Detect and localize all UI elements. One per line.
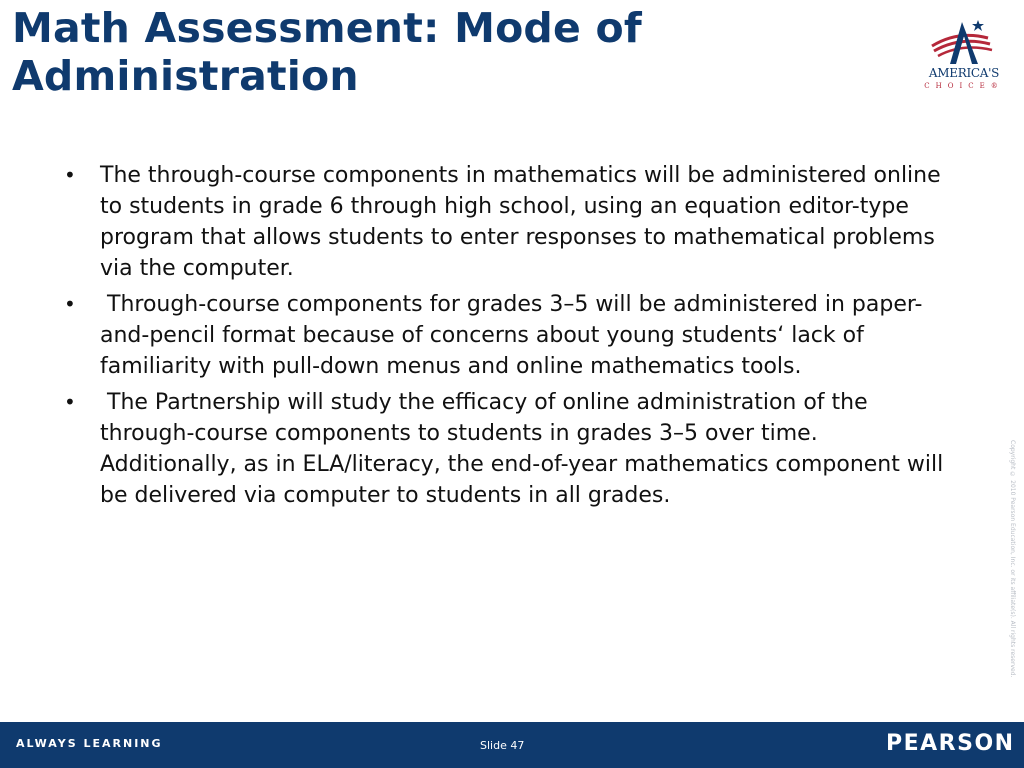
copyright-notice: Copyright © 2010 Pearson Education, Inc. or its affiliate(s). All rights reserved. <box>1009 440 1016 678</box>
slide-title: Math Assessment: Mode of Administration <box>12 4 642 100</box>
bullet-symbol: • <box>64 163 76 187</box>
bullet-text: The Partnership will study the efficacy of online administration of the through-course components to students in grades 3–5 over time. Additionally, as in ELA/literacy, the end-of-year mathematics component will be delivered via computer to students in all grades. <box>100 390 951 508</box>
bullet-symbol: • <box>64 390 76 414</box>
bullet-item <box>60 387 960 511</box>
bullet-list <box>60 160 960 516</box>
footer-tagline: ALWAYS LEARNING <box>16 737 163 750</box>
slide-number: Slide 47 <box>480 739 525 752</box>
logo-wordmark: AMERICA'S <box>928 66 1000 80</box>
footer-bar <box>0 722 1024 768</box>
americas-choice-logo <box>918 16 1010 98</box>
bullet-text: The through-course components in mathematics will be administered online to students in grade 6 through high school, using an equation editor-type program that allows students to enter responses to mathematical problems via the computer. <box>100 163 941 281</box>
bullet-item <box>60 160 960 284</box>
bullet-item <box>60 289 960 382</box>
bullet-symbol: • <box>64 292 76 316</box>
logo-subtitle: CHOICE® <box>924 82 1004 90</box>
americas-choice-emblem-icon <box>918 16 1010 68</box>
pearson-logo: PEARSON <box>886 731 1015 756</box>
bullet-text: Through-course components for grades 3–5 will be administered in paper-and-pencil format because of concerns about young students‘ lack of familiarity with pull-down menus and online mathematics tools. <box>100 292 923 379</box>
